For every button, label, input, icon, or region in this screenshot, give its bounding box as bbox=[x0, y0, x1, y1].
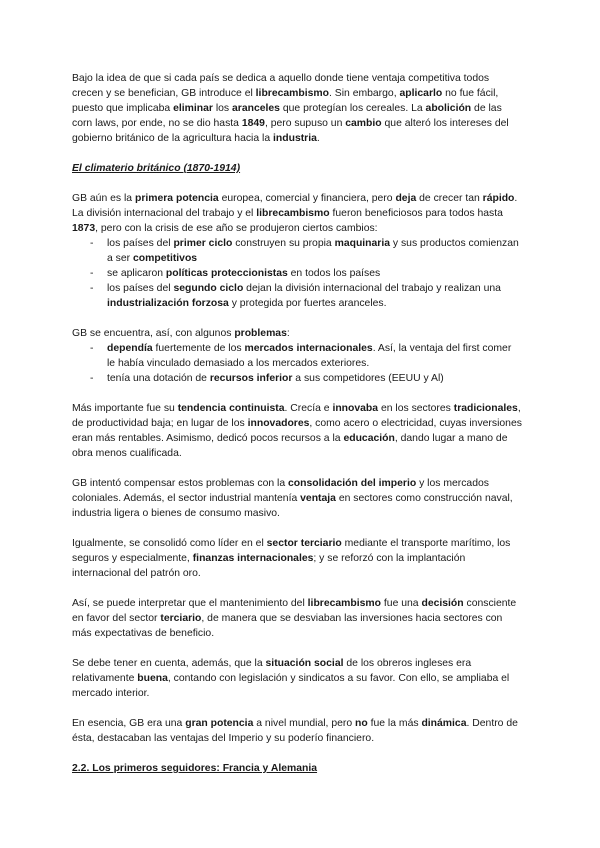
bold-term: industria bbox=[273, 133, 317, 144]
text-run: construyen su propia bbox=[232, 238, 335, 249]
bold-term: eliminar bbox=[173, 103, 213, 114]
text-run: que protegían los cereales. La bbox=[279, 103, 426, 114]
bold-term: competitivos bbox=[133, 253, 198, 264]
bold-term: finanzas internacionales bbox=[192, 553, 314, 564]
changes-list bbox=[72, 236, 522, 311]
list-item bbox=[72, 281, 522, 311]
text-run: Así, se puede interpretar que el mantenimiento del bbox=[72, 598, 308, 609]
bold-term: dependía bbox=[107, 343, 153, 354]
text-run: , pero con la crisis de ese año se produjeron ciertos cambios: bbox=[95, 223, 378, 234]
paragraph-4 bbox=[72, 476, 522, 521]
bold-term: aplicarlo bbox=[399, 88, 443, 99]
dash-bullet: - bbox=[90, 238, 94, 249]
text-run: , contando con legislación y sindicatos a su favor. Con ello, se ampliaba el mercado interior. bbox=[72, 673, 510, 699]
paragraph-2 bbox=[72, 326, 522, 341]
text-run: los países del bbox=[107, 238, 174, 249]
text-run: . Dentro de ésta, destacaban las ventajas del Imperio y su poderío financiero. bbox=[72, 718, 518, 744]
text-run: se aplicaron bbox=[107, 268, 166, 279]
text-run: Igualmente, se consolidó como líder en el bbox=[72, 538, 267, 549]
bold-term: librecambismo bbox=[307, 598, 382, 609]
paragraph-6 bbox=[72, 596, 522, 641]
bold-term: consolidación del imperio bbox=[288, 478, 417, 489]
text-run: , de productividad baja; en lugar de los bbox=[72, 403, 521, 429]
bold-term: industrialización forzosa bbox=[107, 298, 229, 309]
dash-bullet: - bbox=[90, 283, 94, 294]
bold-term: ventaja bbox=[300, 493, 336, 504]
text-run: a nivel mundial, pero bbox=[253, 718, 356, 729]
bold-term: innovadores bbox=[247, 418, 310, 429]
text-run: de los obreros ingleses era relativamente bbox=[72, 658, 472, 684]
text-run: en sectores como construcción naval, industria ligera o bienes de consumo masivo. bbox=[72, 493, 513, 519]
document-page bbox=[72, 71, 522, 776]
bold-term: dinámica bbox=[421, 718, 467, 729]
text-run: de las corn laws, por ende, no se dio hasta bbox=[72, 103, 502, 129]
text-run: tenía una dotación de bbox=[107, 373, 210, 384]
text-run: . Así, la ventaja del first comer le había vinculado demasiado a los mercados exteriores. bbox=[107, 343, 512, 369]
bold-term: buena bbox=[137, 673, 168, 684]
bold-term: no bbox=[355, 718, 368, 729]
bold-term: maquinaria bbox=[334, 238, 391, 249]
text-run: y los mercados coloniales. Además, el sector industrial mantenía bbox=[72, 478, 489, 504]
bold-term: educación bbox=[343, 433, 395, 444]
section-heading: El climaterio británico (1870-1914) bbox=[72, 163, 241, 174]
text-run: , dando lugar a mano de obra menos cualificada. bbox=[72, 433, 508, 459]
text-run: fue una bbox=[381, 598, 422, 609]
text-run: fue la más bbox=[367, 718, 422, 729]
text-run: no fue fácil, puesto que implicaba bbox=[72, 88, 499, 114]
text-run: fueron beneficiosos para todos hasta bbox=[329, 208, 503, 219]
bold-term: mercados internacionales bbox=[244, 343, 373, 354]
bold-term: tendencia continuista bbox=[177, 403, 285, 414]
bold-term: innovaba bbox=[332, 403, 379, 414]
bold-term: 1849 bbox=[241, 118, 265, 129]
bold-term: primera potencia bbox=[134, 193, 219, 204]
bold-term: sector terciario bbox=[266, 538, 342, 549]
text-run: , de manera que se desviaban las inversiones hacia sectores con más expectativas de beneficio. bbox=[72, 613, 503, 639]
text-run: , como acero o electricidad, cuyas inversiones eran más rentables. Asimismo, dedicó pocos recursos a la bbox=[72, 418, 522, 444]
bold-term: terciario bbox=[160, 613, 202, 624]
bold-term: primer ciclo bbox=[173, 238, 233, 249]
text-run: consciente en favor del sector bbox=[72, 598, 517, 624]
bold-term: problemas bbox=[234, 328, 287, 339]
text-run: , pero supuso un bbox=[264, 118, 346, 129]
text-run: ; y se reforzó con la implantación internacional del patrón oro. bbox=[72, 553, 466, 579]
text-run: mediante el transporte marítimo, los seguros y especialmente, bbox=[72, 538, 511, 564]
text-run: En esencia, GB era una bbox=[72, 718, 186, 729]
list-item bbox=[72, 236, 522, 266]
text-run: Se debe tener en cuenta, además, que la bbox=[72, 658, 266, 669]
paragraph-3 bbox=[72, 401, 522, 461]
text-run: Más importante fue su bbox=[72, 403, 178, 414]
text-run: GB aún es la bbox=[72, 193, 135, 204]
text-run: en los sectores bbox=[378, 403, 454, 414]
text-run: . Crecía e bbox=[284, 403, 333, 414]
text-run: a sus competidores (EEUU y Al) bbox=[292, 373, 444, 384]
problems-list bbox=[72, 341, 522, 386]
bold-term: decisión bbox=[421, 598, 464, 609]
text-run: . bbox=[316, 133, 320, 144]
text-run: . Sin embargo, bbox=[329, 88, 400, 99]
bold-term: políticas proteccionistas bbox=[165, 268, 288, 279]
text-run: GB se encuentra, así, con algunos bbox=[72, 328, 235, 339]
text-run: y sus productos comienzan a ser bbox=[107, 238, 519, 264]
list-item bbox=[72, 371, 522, 386]
bold-term: cambio bbox=[345, 118, 382, 129]
text-run: europea, comercial y financiera, pero bbox=[218, 193, 396, 204]
bold-term: librecambismo bbox=[255, 88, 330, 99]
text-run: en todos los países bbox=[287, 268, 381, 279]
text-run: los bbox=[212, 103, 233, 114]
bold-term: segundo ciclo bbox=[173, 283, 244, 294]
bold-term: recursos inferior bbox=[209, 373, 293, 384]
list-item bbox=[72, 341, 522, 371]
bold-term: tradicionales bbox=[453, 403, 518, 414]
bold-term: situación social bbox=[265, 658, 344, 669]
dash-bullet: - bbox=[90, 373, 94, 384]
bold-term: abolición bbox=[425, 103, 472, 114]
dash-bullet: - bbox=[90, 268, 94, 279]
next-section-heading: 2.2. Los primeros seguidores: Francia y Alemania bbox=[72, 763, 318, 774]
bold-term: deja bbox=[395, 193, 417, 204]
paragraph-8 bbox=[72, 716, 522, 746]
intro-paragraph bbox=[72, 71, 522, 146]
text-run: fuertemente de los bbox=[152, 343, 245, 354]
text-run: que alteró los intereses del gobierno británico de la agricultura hacia la bbox=[72, 118, 509, 144]
bold-term: aranceles bbox=[232, 103, 280, 114]
list-item bbox=[72, 266, 522, 281]
text-run: dejan la división internacional del trabajo y realizan una bbox=[243, 283, 501, 294]
text-run: de crecer tan bbox=[416, 193, 483, 204]
text-run: GB intentó compensar estos problemas con la bbox=[72, 478, 289, 489]
bold-term: rápido bbox=[482, 193, 515, 204]
paragraph-1 bbox=[72, 191, 522, 236]
text-run: y protegida por fuertes aranceles. bbox=[228, 298, 387, 309]
text-run: . La división internacional del trabajo y el bbox=[72, 193, 518, 219]
bold-term: 1873 bbox=[72, 223, 96, 234]
paragraph-5 bbox=[72, 536, 522, 581]
bold-term: gran potencia bbox=[185, 718, 254, 729]
text-run: Bajo la idea de que si cada país se dedica a aquello donde tiene ventaja competitiva todos crecen y se benefician, GB introduce el bbox=[72, 73, 490, 99]
text-run: los países del bbox=[107, 283, 174, 294]
text-run: : bbox=[286, 328, 290, 339]
dash-bullet: - bbox=[90, 343, 94, 354]
paragraph-7 bbox=[72, 656, 522, 701]
bold-term: librecambismo bbox=[256, 208, 330, 219]
